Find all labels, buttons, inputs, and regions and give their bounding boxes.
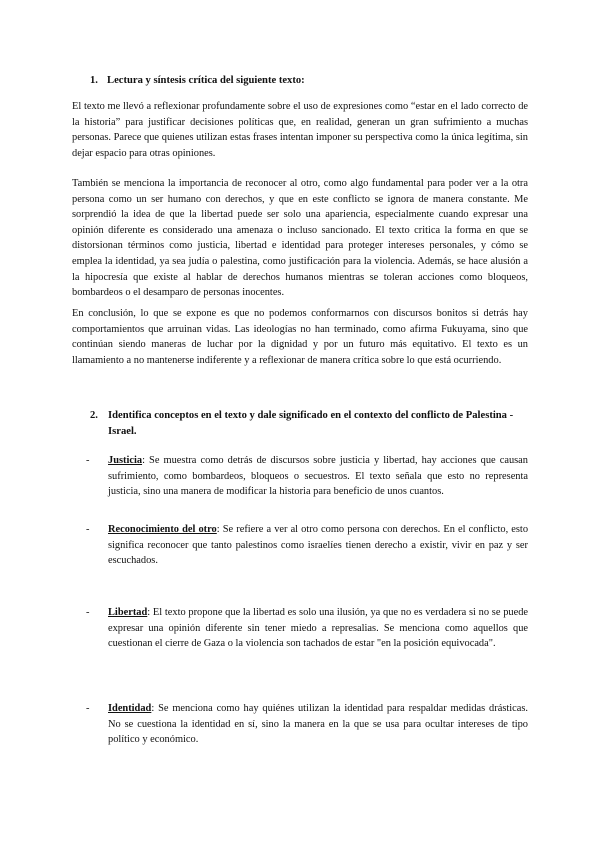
list-dash: - <box>86 607 90 618</box>
list-dash: - <box>86 455 90 466</box>
section1-paragraph-2: También se menciona la importancia de reconocer al otro, como algo fundamental para poder ver a la otra persona como un ser humano con derechos, y que en este conflicto se ignora de manera constante. Me sorprendió la idea de que la libertad puede ser solo una apariencia, especialmente cuando expresar una opinión diferente es considerado una amenaza o incluso sancionado. El texto critica la forma en que se distorsionan términos como justicia, libertad e identidad para proteger intereses personales, y cómo se emplea la identidad, ya sea judía o palestina, como justificación para la violencia. Además, se hace alusión a la hipocresía que existe al hablar de derechos humanos mientras se toleran acciones como bloqueos, bombardeos o el desamparo de personas inocentes. <box>72 178 528 299</box>
concept-body <box>108 453 528 500</box>
concept-term: Justicia <box>108 455 143 466</box>
list-dash: - <box>86 703 90 714</box>
concept-term: Libertad <box>108 607 148 618</box>
concept-term: Identidad <box>108 703 152 714</box>
concept-definition: : El texto propone que la libertad es solo una ilusión, ya que no es verdadera si no se puede expresar una opinión diferente sin tener miedo a represalias. Se menciona como aquellos que cuestionan el cierre de Gaza o la violencia son tachados de estar "en la posición equivocada". <box>108 607 528 650</box>
section1-title: Lectura y síntesis crítica del siguiente texto: <box>107 75 305 86</box>
list-dash: - <box>86 524 90 535</box>
concept-body <box>108 605 528 652</box>
section1-paragraph-1: El texto me llevó a reflexionar profundamente sobre el uso de expresiones como “estar en el lado correcto de la historia” para justificar decisiones políticas que, en realidad, generan un gran sufrimiento a muchas personas. Parece que quienes utilizan estas frases intentan imponer su perspectiva como la única legítima, sin dejar espacio para otras opiniones. <box>72 101 528 159</box>
concept-definition: : Se menciona como hay quiénes utilizan la identidad para respaldar medidas drásticas. No se cuestiona la identidad en sí, sino la manera en la que se usa para ocultar intereses de tipo político y económico. <box>108 703 528 746</box>
concept-body <box>108 522 528 569</box>
section2-heading <box>90 408 528 439</box>
concept-definition: : Se refiere a ver al otro como persona con derechos. En el conflicto, esto significa reconocer que tanto palestinos como israelíes tienen derecho a existir, vivir en paz y ser escuchados. <box>108 524 529 567</box>
concept-definition: : Se muestra como detrás de discursos sobre justicia y libertad, hay acciones que causan sufrimiento, como bombardeos, bloqueos o secuestros. El texto señala que esto no representa justicia, sino una manera de modificar la historia para beneficio de unos cuantos. <box>108 455 528 498</box>
section2-title: Identifica conceptos en el texto y dale significado en el contexto del conflicto de Palestina - Israel. <box>108 410 514 437</box>
section1-number: 1. <box>90 75 98 86</box>
section2-number: 2. <box>90 410 98 421</box>
section1-heading <box>90 73 528 89</box>
concept-term: Reconocimiento del otro <box>108 524 217 535</box>
section1-paragraph-3: En conclusión, lo que se expone es que no podemos conformarnos con discursos bonitos si detrás hay comportamientos que arruinan vidas. Las ideologías no han terminado, como afirma Fukuyama, sino que continúan siendo maneras de luchar por la dignidad y por un futuro más equitativo. El texto es un llamamiento a no mantenerse indiferente y a reflexionar de manera crítica sobre lo que está ocurriendo. <box>72 308 528 366</box>
concept-body <box>108 701 528 748</box>
